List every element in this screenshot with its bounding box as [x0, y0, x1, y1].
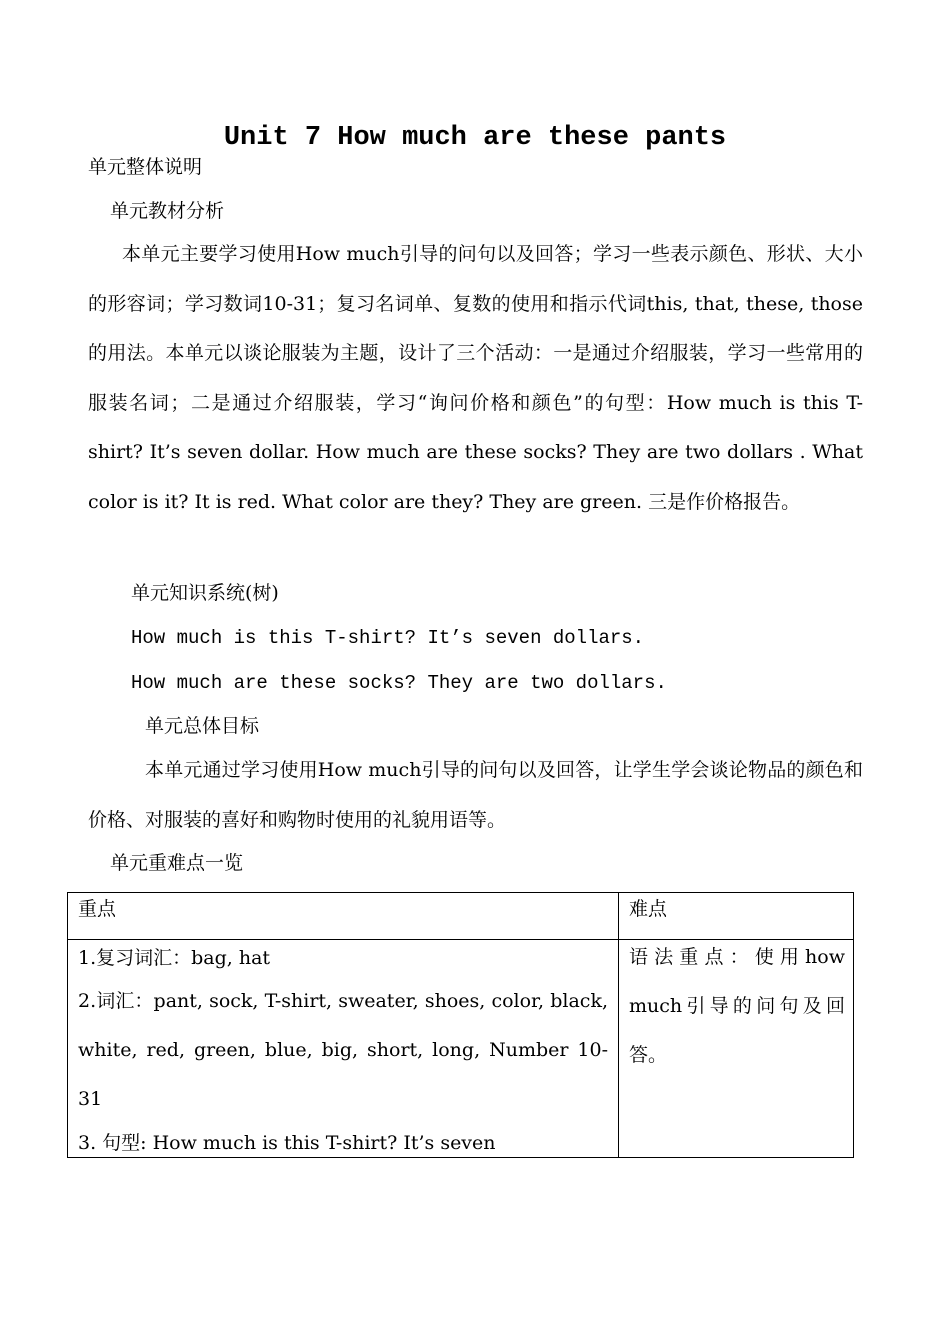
- analysis-heading: 单元教材分析: [110, 200, 225, 222]
- key-point-2: 2.词汇：pant, sock, T-shirt, sweater, shoes, color, black, white, red, green, blue, big, short, long, Number 10-31: [78, 990, 608, 1110]
- tree-sentence-1: How much is this T-shirt? It’s seven dollars.: [131, 627, 645, 649]
- key-point-1: 1.复习词汇：bag, hat: [78, 947, 271, 969]
- goal-paragraph: 本单元通过学习使用How much引导的问句以及回答，让学生学会谈论物品的颜色和价格、对服装的喜好和购物时使用的礼貌用语等。: [88, 759, 863, 831]
- analysis-paragraph: 本单元主要学习使用How much引导的问句以及回答；学习一些表示颜色、形状、大小的形容词；学习数词10-31；复习名词单、复数的使用和指示代词this, that, these, those的用法。本单元以谈论服装为主题，设计了三个活动：一是通过介绍服装，学习一些常用的服装名词；二是通过介绍服装，学习“询问价格和颜色”的句型：How much is this T-shirt? It’s seven dollar. How much are these socks? They are two dollars . What color is it? It is red. What color are they? They are green. 三是作价格报告。: [88, 243, 863, 513]
- table-header-key: 重点: [78, 898, 117, 920]
- table-column-divider: [618, 893, 619, 1157]
- tree-sentence-2: How much are these socks? They are two dollars.: [131, 672, 667, 694]
- key-point-3: 3. 句型: How much is this T-shirt? It’s seven: [78, 1132, 496, 1154]
- section-overall-heading: 单元整体说明: [88, 156, 203, 178]
- table-header-difficult: 难点: [629, 898, 668, 920]
- difficult-point-text: 语法重点：使用how much引导的问句及回答。: [629, 946, 845, 1066]
- tree-heading: 单元知识系统(树): [131, 582, 279, 604]
- page-title: Unit 7 How much are these pants: [223, 123, 727, 153]
- difficulty-heading: 单元重难点一览: [110, 852, 244, 874]
- goal-heading: 单元总体目标: [145, 715, 260, 737]
- key-difficult-points-table: [67, 892, 854, 1158]
